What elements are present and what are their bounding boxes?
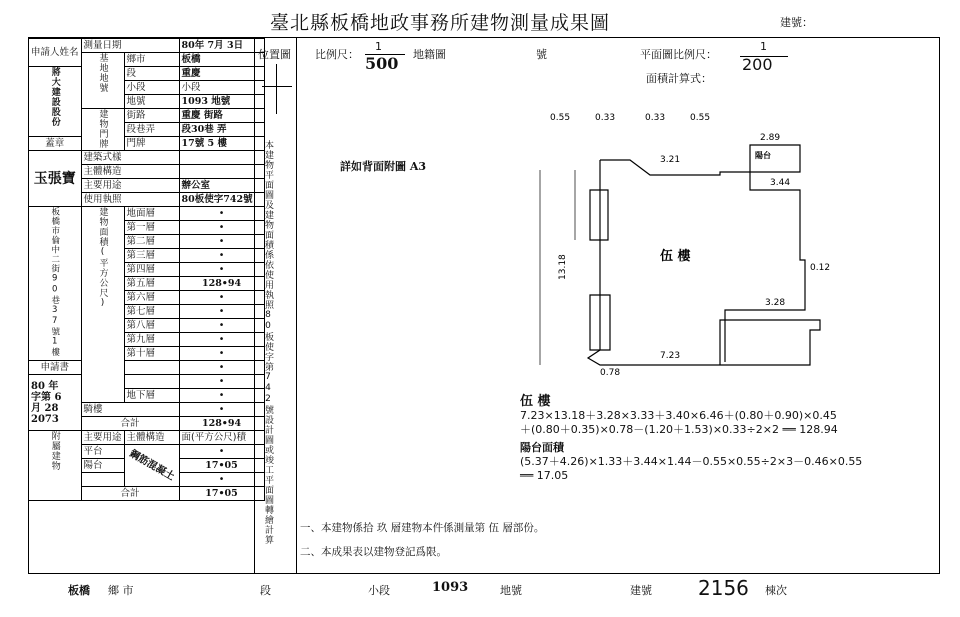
owner-stamp: 玉張寶 [29,151,82,207]
building-info-table: 申請人姓名 測量日期 80年 7月 3日 基地地號 鄉市 板橋 將大建設股份 段 重慶 小段 小段 地號 1093 地號 建物門牌 街路 重慶 街路 段巷弄 段30巷 弄 蓋章 門牌 17號 5 樓 玉張寶 建築式樣 主體構造 主要用途 辦公室 使用執照 80板使字742號 板橋市倫中二街90巷37號1樓 建物面積(平方公尺) 地面層 • 第一層 • 第二層 • 第三層 • 第四層 • 第五層 128•94 第六層 • 第七層 • 第八層 • 第九層 • 第十層 • 申請書 • 80 年 字第 6 月 28 2073 • 地下層 • 騎樓 • 合計 128•94 附屬建物 主要用途 主體構造 面(平方公尺)積 平台 鋼筋混凝土 • 陽台 17•05 • 合計 17•05 [28,38,265,501]
structure-label: 主體構造 [81,165,179,179]
floor-ground: 地面層 [124,207,179,221]
north-arrow [276,64,277,114]
detail-reference: 詳如背面附圖 A3 [340,160,427,173]
calc-line: ══ 17.05 [520,469,569,482]
dim-label: 0.55 [690,113,711,123]
dim-label: 3.44 [770,178,791,188]
measure-date-label: 測量日期 [81,39,179,53]
door-label: 建物門牌 [81,109,124,151]
note-1: 一、本建物係拾 玖 層建物本件係測量第 伍 層部份。 [300,522,545,534]
floor-plan [500,100,830,390]
attached-label: 附屬建物 [29,431,82,501]
dim-label: 3.21 [660,155,681,165]
base-label: 基地地號 [81,53,124,109]
address-value: 板橋市倫中二街90巷37號1樓 [29,207,82,361]
dim-label: 0.12 [810,263,830,273]
area-label: 建物面積(平方公尺) [81,207,124,403]
floor-name: 伍 樓 [660,249,691,264]
scale-label: 比例尺： [315,48,359,61]
area-calculation [520,395,920,483]
dim-label: 7.23 [660,351,681,361]
applicant-name: 將大建設股份 [29,67,82,137]
street-label: 街路 [124,109,179,123]
application-label: 申請書 [29,361,82,375]
usage-value: 辦公室 [179,179,264,193]
land-no-value: 1093 地號 [179,95,264,109]
township-label: 鄉市 [124,53,179,67]
plan-scale-label: 平面圖比例尺： [640,48,717,61]
attached-total-label: 合計 [81,487,179,501]
stamp-label: 蓋章 [29,137,82,151]
divider [254,38,255,573]
dim-label: 3.28 [765,298,786,308]
section-label: 段 [124,67,179,81]
divider [296,38,297,573]
total-value: 128•94 [179,417,264,431]
dim-label: 0.55 [550,113,571,123]
calc-line: 7.23×13.18＋3.28×3.33＋3.40×6.46＋(0.80＋0.90)×0.45 [520,409,837,422]
license-value: 80板使字742號 [179,193,264,207]
dim-label: 13.18 [558,254,568,280]
floor-5: 第五層 [124,277,179,291]
footer-build-no: 2156 [698,576,749,600]
note-2: 二、本成果表以建物登記爲限。 [300,546,447,558]
footer: 板橋 鄉 市 段 小段 1093 地號 建號 2156 棟次 [68,576,787,600]
north-arrow [262,86,292,87]
usage-label: 主要用途 [81,179,179,193]
measure-date: 80年 7月 3日 [179,39,264,53]
doorplate-value: 17號 5 樓 [179,137,264,151]
section-value: 重慶 [179,67,264,81]
attached-struct: 鋼筋混凝土 [117,434,186,498]
building-outline [588,160,820,365]
build-number-label: 建號： [780,16,813,29]
floor-10: 第十層 [124,347,179,361]
area-formula-label: 面積計算式： [646,72,712,85]
calc-line: (5.37＋4.26)×1.33＋3.44×1.44－0.55×0.55÷2×3－0.46×0.55 [520,455,863,468]
applicant-label: 申請人姓名 [29,39,82,67]
application-date: 80 年 字第 6 月 28 2073 [29,375,82,431]
lane-value: 段30巷 弄 [179,123,264,137]
subsection-label: 小段 [124,81,179,95]
calc-line: ＋(0.80＋0.35)×0.78－(1.20＋1.53)×0.33÷2×2 ══ 128.94 [520,423,838,436]
attached-use-label: 主要用途 [81,431,124,445]
attached-struct-label: 主體構造 [124,431,179,445]
floor-8: 第八層 [124,319,179,333]
dim-label: 0.78 [600,368,621,378]
total-label: 合計 [81,417,179,431]
dim-label: 2.89 [760,133,781,143]
doorplate-label: 門牌 [124,137,179,151]
document-title: 臺北縣板橋地政事務所建物測量成果圖 [270,12,611,34]
footer-township: 板橋 [68,584,90,597]
dim-label: 0.33 [645,113,666,123]
lane-label: 段巷弄 [124,123,179,137]
balcony-calc-title: 陽台面積 [520,441,564,454]
floor-6: 第六層 [124,291,179,305]
arcade-label: 騎樓 [81,403,179,417]
footer-land-no: 1093 [432,580,469,595]
plan-side-note: 本建物平面圖及建物面積係依使用執照80板使字第742號設計圖或竣工平面圖轉繪計算 [263,140,273,545]
balcony-outline [590,190,608,240]
floor-4: 第四層 [124,263,179,277]
street-value: 重慶 街路 [179,109,264,123]
balcony-label: 陽台 [755,151,771,160]
plan-scale: 200 [742,55,773,74]
style-label: 建築式樣 [81,151,179,165]
floor-3: 第三層 [124,249,179,263]
floor-1: 第一層 [124,221,179,235]
dim-label: 0.33 [595,113,616,123]
calc-title: 伍 樓 [520,394,551,409]
floor-9: 第九層 [124,333,179,347]
attached-area-label: 面(平方公尺)積 [179,431,264,445]
basement-label: 地下層 [124,389,179,403]
land-no-label: 地號 [124,95,179,109]
township-value: 板橋 [179,53,264,67]
floor-2: 第二層 [124,235,179,249]
attached-total-value: 17•05 [179,487,264,501]
cadastral-label: 地籍圖 [413,48,446,61]
building-outline [600,160,805,362]
floor-7: 第七層 [124,305,179,319]
subsection-value: 小段 [179,81,264,95]
location-scale: 500 [365,54,399,73]
number-label: 號 [536,48,547,61]
location-label: 位置圖 [258,48,291,61]
license-label: 使用執照 [81,193,179,207]
